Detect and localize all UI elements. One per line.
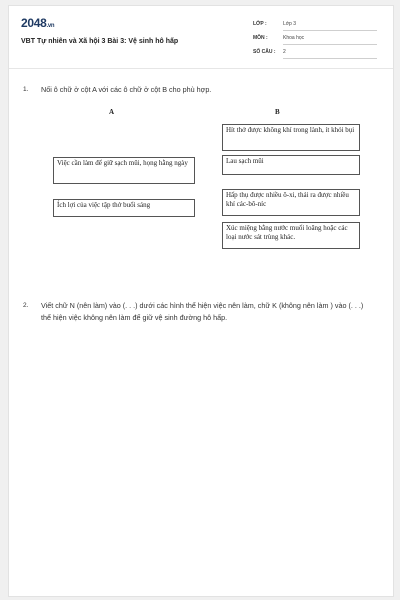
meta-class-label: LỚP : <box>253 21 267 27</box>
column-b-header: B <box>275 108 280 116</box>
meta-subject-row <box>253 32 377 44</box>
meta-class-value: Lớp 3 <box>283 18 377 31</box>
column-b-item-1[interactable]: Hít thở được không khí trong lành, ít khói bụi <box>222 124 360 151</box>
question-1-text: Nối ô chữ ở cột A với các ô chữ ở cột B cho phù hợp. <box>41 85 212 94</box>
question-2-text: Viết chữ N (nên làm) vào (. . .) dưới các hình thể hiện việc nên làm, chữ K (không nên làm ) vào (. . .) thể hiện việc không nên làm để giữ vệ sinh đường hô hấp. <box>41 301 364 322</box>
question-2-number: 2. <box>23 302 29 309</box>
meta-subject-label: MÔN : <box>253 35 268 41</box>
meta-subject-value: Khoa học <box>283 32 377 45</box>
column-b-item-3[interactable]: Hấp thụ được nhiều ô-xi, thải ra được nhiều khí các-bô-níc <box>222 189 360 216</box>
site-logo[interactable] <box>21 16 54 30</box>
worksheet-page <box>8 5 394 597</box>
meta-question-count-value: 2 <box>283 46 377 59</box>
document-title: VBT Tự nhiên và Xã hội 3 Bài 3: Vệ sinh hô hấp <box>21 38 179 45</box>
meta-question-count-row <box>253 46 377 58</box>
column-b-item-2[interactable]: Lau sạch mũi <box>222 155 360 175</box>
meta-question-count-label: SỐ CÂU : <box>253 49 276 55</box>
column-b-item-4[interactable]: Xúc miệng bằng nước muối loãng hoặc các loại nước sát trùng khác. <box>222 222 360 249</box>
header-divider <box>9 68 393 69</box>
logo-main: 2048 <box>21 16 47 30</box>
column-a-item-1[interactable]: Việc cần làm để giữ sạch mũi, họng hằng ngày <box>53 157 195 184</box>
meta-class-row <box>253 18 377 30</box>
column-a-header: A <box>109 108 115 116</box>
logo-suffix: .vn <box>46 23 55 29</box>
column-a-item-2[interactable]: Ích lợi của việc tập thở buổi sáng <box>53 199 195 217</box>
question-1-number: 1. <box>23 86 29 93</box>
